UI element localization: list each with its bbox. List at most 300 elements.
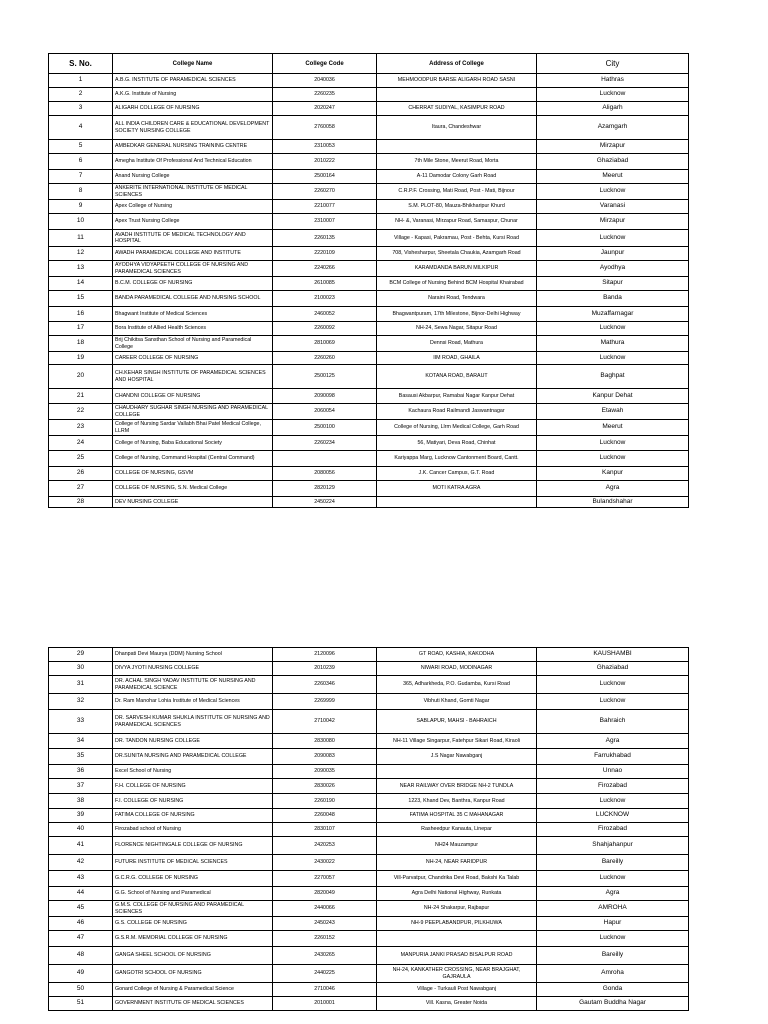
row-number: 9 bbox=[49, 200, 113, 214]
college-code: 2010222 bbox=[273, 154, 377, 170]
row-number: 24 bbox=[49, 436, 113, 451]
college-address: NH-9 PEEPLABANDPUR, PILKHUWA bbox=[377, 917, 537, 931]
college-address: NH-24, KANKATHER CROSSING, NEAR BRAJGHAT, GAJRAULA bbox=[377, 965, 537, 983]
college-address: FATIMA HOSPITAL 35 C MAHANAGAR bbox=[377, 809, 537, 823]
table-row bbox=[49, 947, 689, 965]
row-number: 18 bbox=[49, 336, 113, 352]
college-city: AMROHA bbox=[537, 901, 689, 917]
college-address: Vill. Kasna, Greater Noida bbox=[377, 997, 537, 1011]
college-code: 2100023 bbox=[273, 291, 377, 307]
college-address: Kariyappa Marg, Lucknow Cantonment Board, Cantt. bbox=[377, 451, 537, 467]
header-address: Address of College bbox=[377, 54, 537, 74]
college-name: A.K.G. Institute of Nursing bbox=[113, 88, 273, 102]
college-city: Hapur bbox=[537, 917, 689, 931]
table-row bbox=[49, 352, 689, 365]
row-number: 12 bbox=[49, 247, 113, 261]
college-city: Jaunpur bbox=[537, 247, 689, 261]
college-code: 2760058 bbox=[273, 116, 377, 140]
college-code: 2500164 bbox=[273, 170, 377, 184]
college-name: A.B.G. INSTITUTE OF PARAMEDICAL SCIENCES bbox=[113, 74, 273, 88]
college-code: 2270057 bbox=[273, 871, 377, 887]
college-name: F.I. COLLEGE OF NURSING bbox=[113, 794, 273, 809]
college-address: C.R.P.F. Crossing, Mati Road, Post - Mati, Bijnour bbox=[377, 184, 537, 200]
college-city: Ayodhya bbox=[537, 261, 689, 277]
college-address: Itaura, Chandeshwar bbox=[377, 116, 537, 140]
college-code: 2430022 bbox=[273, 855, 377, 871]
row-number: 11 bbox=[49, 230, 113, 247]
table-row bbox=[49, 779, 689, 794]
college-name: Bora Institute of Allied Health Sciences bbox=[113, 322, 273, 336]
header-sno: S. No. bbox=[49, 54, 113, 74]
row-number: 28 bbox=[49, 497, 113, 508]
college-city: LUCKNOW bbox=[537, 809, 689, 823]
college-code: 2260234 bbox=[273, 436, 377, 451]
table-row bbox=[49, 901, 689, 917]
college-code: 2260346 bbox=[273, 676, 377, 694]
table-row bbox=[49, 420, 689, 436]
college-address bbox=[377, 765, 537, 779]
college-code: 2090083 bbox=[273, 749, 377, 765]
college-code: 2710046 bbox=[273, 983, 377, 997]
table-row bbox=[49, 467, 689, 481]
college-address: NH24 Mauzampur bbox=[377, 837, 537, 855]
college-address: S.M. PLOT-80, Mauza-Bhikharipur Khurd bbox=[377, 200, 537, 214]
college-code: 2450224 bbox=[273, 497, 377, 508]
college-city: Lucknow bbox=[537, 184, 689, 200]
table-row bbox=[49, 88, 689, 102]
college-city: Mirzapur bbox=[537, 140, 689, 154]
college-code: 2010239 bbox=[273, 662, 377, 676]
row-number: 26 bbox=[49, 467, 113, 481]
table-row bbox=[49, 336, 689, 352]
college-city: KAUSHAMBI bbox=[537, 648, 689, 662]
college-code: 2040036 bbox=[273, 74, 377, 88]
college-city: Farrukhabad bbox=[537, 749, 689, 765]
college-address: KOTANA ROAD, BARAUT bbox=[377, 365, 537, 389]
row-number: 15 bbox=[49, 291, 113, 307]
row-number: 48 bbox=[49, 947, 113, 965]
college-table-2 bbox=[48, 647, 689, 1011]
college-address: KARAMDANDA BARUN MILKIPUR bbox=[377, 261, 537, 277]
college-address: 1223, Khand Dev, Banthra, Kanpur Road bbox=[377, 794, 537, 809]
table-row bbox=[49, 436, 689, 451]
table-row bbox=[49, 116, 689, 140]
college-name: G.G. School of Nursing and Paramedical bbox=[113, 887, 273, 901]
table-row bbox=[49, 662, 689, 676]
college-city: Meerut bbox=[537, 170, 689, 184]
college-address: Vill-Parvatpur, Chandrika Devi Road, Bakshi Ka Talab bbox=[377, 871, 537, 887]
college-address: 7th Mile Stone, Meerut Road, Morta bbox=[377, 154, 537, 170]
college-name: Apex College of Nursing bbox=[113, 200, 273, 214]
row-number: 6 bbox=[49, 154, 113, 170]
row-number: 8 bbox=[49, 184, 113, 200]
row-number: 22 bbox=[49, 404, 113, 420]
college-code: 2220109 bbox=[273, 247, 377, 261]
college-address: CHERRAT SUDIYAL, KASIMPUR ROAD bbox=[377, 102, 537, 116]
college-name: COLLEGE OF NURSING, GSVM bbox=[113, 467, 273, 481]
college-address: A-11 Damodar Colony Garh Road bbox=[377, 170, 537, 184]
college-address: Vibhuti Khand, Gomti Nagar bbox=[377, 694, 537, 710]
table-row bbox=[49, 749, 689, 765]
college-address: Village - Turkauli Post Nawabganj bbox=[377, 983, 537, 997]
row-number: 4 bbox=[49, 116, 113, 140]
table-row bbox=[49, 887, 689, 901]
college-name: Gonard College of Nursing & Paramedical Science bbox=[113, 983, 273, 997]
row-number: 19 bbox=[49, 352, 113, 365]
college-name: Bhagwant Institute of Medical Sciences bbox=[113, 307, 273, 322]
college-name: AWADH PARAMEDICAL COLLEGE AND INSTITUTE bbox=[113, 247, 273, 261]
table-row bbox=[49, 809, 689, 823]
table-row bbox=[49, 102, 689, 116]
college-name: DEV NURSING COLLEGE bbox=[113, 497, 273, 508]
college-address: Basausi Akbarpur, Ramabai Nagar Kanpur Dehat bbox=[377, 389, 537, 404]
header-row bbox=[49, 54, 689, 74]
college-address: 708, Vishesharpur, Sheetala Chaukia, Azamgarh Road bbox=[377, 247, 537, 261]
college-city: Lucknow bbox=[537, 931, 689, 947]
college-city: Varanasi bbox=[537, 200, 689, 214]
college-address: J.K. Cancer Campus, G.T. Road bbox=[377, 467, 537, 481]
college-name: CH.KEHAR SINGH INSTITUTE OF PARAMEDICAL SCIENCES AND HOSPITAL bbox=[113, 365, 273, 389]
college-name: Brij Chikitsa Sansthan School of Nursing and Paramedical College bbox=[113, 336, 273, 352]
college-name: BANDA PARAMEDICAL COLLEGE AND NURSING SCHOOL bbox=[113, 291, 273, 307]
header-college-code: College Code bbox=[273, 54, 377, 74]
college-code: 2820049 bbox=[273, 887, 377, 901]
row-number: 47 bbox=[49, 931, 113, 947]
college-city: Lucknow bbox=[537, 230, 689, 247]
college-code: 2210077 bbox=[273, 200, 377, 214]
college-code: 2830107 bbox=[273, 823, 377, 837]
college-name: Apex Trust Nursing College bbox=[113, 214, 273, 230]
row-number: 14 bbox=[49, 277, 113, 291]
table-row bbox=[49, 694, 689, 710]
college-city: Hathras bbox=[537, 74, 689, 88]
row-number: 17 bbox=[49, 322, 113, 336]
college-city: Lucknow bbox=[537, 451, 689, 467]
row-number: 23 bbox=[49, 420, 113, 436]
college-code: 2710042 bbox=[273, 710, 377, 734]
row-number: 3 bbox=[49, 102, 113, 116]
college-code: 2610085 bbox=[273, 277, 377, 291]
row-number: 46 bbox=[49, 917, 113, 931]
college-code: 2260135 bbox=[273, 230, 377, 247]
college-address: NH-11 Village Singarpur, Fatehpur Sikari Road, Kiraoli bbox=[377, 734, 537, 749]
college-code: 2260190 bbox=[273, 794, 377, 809]
college-name: ALL INDIA CHILDREN CARE & EDUCATIONAL DEVELOPMENT SOCIETY NURSING COLLEGE bbox=[113, 116, 273, 140]
college-address bbox=[377, 140, 537, 154]
college-address: 56, Matiyari, Deva Road, Chinhat bbox=[377, 436, 537, 451]
college-address: NH- &, Varanasi, Mirzapur Road, Samaspur, Chunar bbox=[377, 214, 537, 230]
table-row bbox=[49, 214, 689, 230]
college-name: Firozabad school of Nursing bbox=[113, 823, 273, 837]
row-number: 16 bbox=[49, 307, 113, 322]
college-name: CAREER COLLEGE OF NURSING bbox=[113, 352, 273, 365]
table-row bbox=[49, 365, 689, 389]
header-city: City bbox=[537, 54, 689, 74]
college-name: ALIGARH COLLEGE OF NURSING bbox=[113, 102, 273, 116]
college-code: 2810069 bbox=[273, 336, 377, 352]
table-row bbox=[49, 451, 689, 467]
college-name: AMBEDKAR GENERAL NURSING TRAINING CENTRE bbox=[113, 140, 273, 154]
table-row bbox=[49, 247, 689, 261]
row-number: 7 bbox=[49, 170, 113, 184]
row-number: 43 bbox=[49, 871, 113, 887]
college-name: FLORENCE NIGHTINGALE COLLEGE OF NURSING bbox=[113, 837, 273, 855]
table-row bbox=[49, 871, 689, 887]
table-row bbox=[49, 481, 689, 497]
row-number: 36 bbox=[49, 765, 113, 779]
row-number: 44 bbox=[49, 887, 113, 901]
college-name: AYODHYA VIDYAPEETH COLLEGE OF NURSING AND PARAMEDICAL SCIENCES bbox=[113, 261, 273, 277]
college-address: NEAR RAILWAY OVER BRIDGE NH-2 TUNDLA bbox=[377, 779, 537, 794]
college-address bbox=[377, 931, 537, 947]
college-name: Anand Nursing College bbox=[113, 170, 273, 184]
table-row bbox=[49, 997, 689, 1011]
college-name: Dhanpati Devi Maurya (DDM) Nursing School bbox=[113, 648, 273, 662]
row-number: 30 bbox=[49, 662, 113, 676]
table-row bbox=[49, 917, 689, 931]
row-number: 34 bbox=[49, 734, 113, 749]
college-city: Lucknow bbox=[537, 322, 689, 336]
college-code: 2440225 bbox=[273, 965, 377, 983]
college-city: Lucknow bbox=[537, 694, 689, 710]
college-address: Agra Delhi National Highway, Runkata bbox=[377, 887, 537, 901]
college-city: Muzaffarnagar bbox=[537, 307, 689, 322]
table-row bbox=[49, 837, 689, 855]
college-city: Agra bbox=[537, 481, 689, 497]
college-name: CHANDNI COLLEGE OF NURSING bbox=[113, 389, 273, 404]
college-code: 2450243 bbox=[273, 917, 377, 931]
table-row bbox=[49, 497, 689, 508]
table-body bbox=[49, 74, 689, 508]
row-number: 39 bbox=[49, 809, 113, 823]
table-row bbox=[49, 965, 689, 983]
college-city: Lucknow bbox=[537, 794, 689, 809]
college-code: 2830026 bbox=[273, 779, 377, 794]
row-number: 33 bbox=[49, 710, 113, 734]
college-name: G.C.R.G. COLLEGE OF NURSING bbox=[113, 871, 273, 887]
college-code: 2830080 bbox=[273, 734, 377, 749]
college-code: 2260092 bbox=[273, 322, 377, 336]
row-number: 50 bbox=[49, 983, 113, 997]
header-college-name: College Name bbox=[113, 54, 273, 74]
college-name: G.S. COLLEGE OF NURSING bbox=[113, 917, 273, 931]
college-city: Gautam Buddha Nagar bbox=[537, 997, 689, 1011]
college-code: 2310007 bbox=[273, 214, 377, 230]
college-address bbox=[377, 497, 537, 508]
college-address: MOTI KATRA AGRA bbox=[377, 481, 537, 497]
row-number: 1 bbox=[49, 74, 113, 88]
college-name: Amegha Institute Of Professional And Technical Education bbox=[113, 154, 273, 170]
row-number: 25 bbox=[49, 451, 113, 467]
college-address: GT ROAD, KASHIA, KAKODHA bbox=[377, 648, 537, 662]
college-address: MEHMOODPUR BARSE ALIGARH ROAD SASNI bbox=[377, 74, 537, 88]
college-address: NH-24, Sewa Nagar, Sitapur Road bbox=[377, 322, 537, 336]
college-city: Bulandshahar bbox=[537, 497, 689, 508]
college-name: B.C.M. COLLEGE OF NURSING bbox=[113, 277, 273, 291]
college-name: COLLEGE OF NURSING, S.N. Medical College bbox=[113, 481, 273, 497]
row-number: 20 bbox=[49, 365, 113, 389]
table-row bbox=[49, 389, 689, 404]
college-city: Azamgarh bbox=[537, 116, 689, 140]
college-code: 2820129 bbox=[273, 481, 377, 497]
college-name: DR. ACHAL SINGH YADAV INSTITUTE OF NURSING AND PARAMEDICAL SCIENCE bbox=[113, 676, 273, 694]
college-code bbox=[273, 451, 377, 467]
table-row bbox=[49, 170, 689, 184]
table-row bbox=[49, 648, 689, 662]
college-code: 2010001 bbox=[273, 997, 377, 1011]
row-number: 49 bbox=[49, 965, 113, 983]
table-row bbox=[49, 734, 689, 749]
college-city: Agra bbox=[537, 887, 689, 901]
college-city: Ghaziabad bbox=[537, 662, 689, 676]
college-city: Aligarh bbox=[537, 102, 689, 116]
college-address: NH-24, NEAR FARIDPUR bbox=[377, 855, 537, 871]
college-address: SABLAPUR, MAHSI - BAHRAICH bbox=[377, 710, 537, 734]
table-row bbox=[49, 765, 689, 779]
college-city: Ghaziabad bbox=[537, 154, 689, 170]
row-number: 13 bbox=[49, 261, 113, 277]
row-number: 10 bbox=[49, 214, 113, 230]
table-row bbox=[49, 277, 689, 291]
table-row bbox=[49, 404, 689, 420]
college-address: Kachaura Road Railmandi Jaswantnagar bbox=[377, 404, 537, 420]
college-code: 2240266 bbox=[273, 261, 377, 277]
college-city: Baghpat bbox=[537, 365, 689, 389]
college-city: Lucknow bbox=[537, 676, 689, 694]
college-city: Mirzapur bbox=[537, 214, 689, 230]
table-row bbox=[49, 307, 689, 322]
college-name: GANGA SHEEL SCHOOL OF NURSING bbox=[113, 947, 273, 965]
college-city: Mathura bbox=[537, 336, 689, 352]
college-city: Meerut bbox=[537, 420, 689, 436]
college-code: 2090098 bbox=[273, 389, 377, 404]
table-body bbox=[49, 648, 689, 1011]
college-name: College of Nursing, Baba Educational Society bbox=[113, 436, 273, 451]
college-name: DR. TANDON NURSING COLLEGE bbox=[113, 734, 273, 749]
college-code: 2500100 bbox=[273, 420, 377, 436]
table-row bbox=[49, 983, 689, 997]
college-name: Dr. Ram Manohar Lohia Institute of Medical Sciences bbox=[113, 694, 273, 710]
college-name: G.S.R.M. MEMORIAL COLLEGE OF NURSING bbox=[113, 931, 273, 947]
college-code: 2080056 bbox=[273, 467, 377, 481]
college-address: NIWARI ROAD, MODINAGAR bbox=[377, 662, 537, 676]
college-address: Bhagwantpuram, 17th Milestone, Bijnor-Delhi Highway bbox=[377, 307, 537, 322]
college-address: MANPURIA JANKI PRASAD BISALPUR ROAD bbox=[377, 947, 537, 965]
row-number: 21 bbox=[49, 389, 113, 404]
table-row bbox=[49, 855, 689, 871]
row-number: 40 bbox=[49, 823, 113, 837]
college-code: 2260270 bbox=[273, 184, 377, 200]
table-row bbox=[49, 322, 689, 336]
row-number: 5 bbox=[49, 140, 113, 154]
college-city: Agra bbox=[537, 734, 689, 749]
row-number: 29 bbox=[49, 648, 113, 662]
college-name: GANGOTRI SCHOOL OF NURSING bbox=[113, 965, 273, 983]
college-city: Lucknow bbox=[537, 352, 689, 365]
college-code: 2260152 bbox=[273, 931, 377, 947]
row-number: 37 bbox=[49, 779, 113, 794]
college-name: Excel School of Nursing bbox=[113, 765, 273, 779]
college-code: 2440066 bbox=[273, 901, 377, 917]
college-city: Firozabad bbox=[537, 823, 689, 837]
college-code: 2260260 bbox=[273, 352, 377, 365]
college-city: Lucknow bbox=[537, 871, 689, 887]
college-name: FATIMA COLLEGE OF NURSING bbox=[113, 809, 273, 823]
college-address: Rasheedpur Kanauta, Linepar bbox=[377, 823, 537, 837]
college-name: F.H. COLLEGE OF NURSING bbox=[113, 779, 273, 794]
row-number: 38 bbox=[49, 794, 113, 809]
table-row bbox=[49, 823, 689, 837]
row-number: 41 bbox=[49, 837, 113, 855]
college-address bbox=[377, 88, 537, 102]
college-city: Bareilly bbox=[537, 947, 689, 965]
college-city: Banda bbox=[537, 291, 689, 307]
college-name: GOVERNMENT INSTITUTE OF MEDICAL SCIENCES bbox=[113, 997, 273, 1011]
college-city: Lucknow bbox=[537, 88, 689, 102]
college-address: BCM College of Nursing Behind BCM Hospital Khairabad bbox=[377, 277, 537, 291]
college-address: 365, Adharkheda, P.O. Gudamba, Kursi Road bbox=[377, 676, 537, 694]
college-name: CHAUDHARY SUGHAR SINGH NURSING AND PARAMEDICAL COLLEGE bbox=[113, 404, 273, 420]
college-city: Bahraich bbox=[537, 710, 689, 734]
row-number: 51 bbox=[49, 997, 113, 1011]
college-code: 2020247 bbox=[273, 102, 377, 116]
college-code: 2060054 bbox=[273, 404, 377, 420]
college-city: Gonda bbox=[537, 983, 689, 997]
table-row bbox=[49, 74, 689, 88]
college-city: Amroha bbox=[537, 965, 689, 983]
college-city: Kanpur bbox=[537, 467, 689, 481]
row-number: 27 bbox=[49, 481, 113, 497]
row-number: 32 bbox=[49, 694, 113, 710]
row-number: 2 bbox=[49, 88, 113, 102]
college-table-1 bbox=[48, 53, 689, 508]
college-name: G.M.S. COLLEGE OF NURSING AND PARAMEDICAL SCIENCES bbox=[113, 901, 273, 917]
college-code: 2260235 bbox=[273, 88, 377, 102]
table-row bbox=[49, 154, 689, 170]
college-name: College of Nursing, Command Hospital (Central Command) bbox=[113, 451, 273, 467]
college-city: Firozabad bbox=[537, 779, 689, 794]
row-number: 35 bbox=[49, 749, 113, 765]
table-row bbox=[49, 676, 689, 694]
college-code: 2120096 bbox=[273, 648, 377, 662]
college-code: 2090035 bbox=[273, 765, 377, 779]
college-code: 2420253 bbox=[273, 837, 377, 855]
college-address: College of Nursing, Llrm Medical College, Garh Road bbox=[377, 420, 537, 436]
college-city: Etawah bbox=[537, 404, 689, 420]
college-name: ANKERITE INTERNATIONAL INSTITUTE OF MEDICAL SCIENCES bbox=[113, 184, 273, 200]
college-address: Dennsi Road, Mathura bbox=[377, 336, 537, 352]
college-name: College of Nursing Sardar Vallabh Bhai Patel Medical College, LLRM bbox=[113, 420, 273, 436]
college-address: Naraini Road, Tendwara bbox=[377, 291, 537, 307]
college-address: NH-24 Shakarpur, Rajbapur bbox=[377, 901, 537, 917]
college-name: DR.SUNITA NURSING AND PARAMEDICAL COLLEGE bbox=[113, 749, 273, 765]
table-row bbox=[49, 230, 689, 247]
row-number: 42 bbox=[49, 855, 113, 871]
college-city: Unnao bbox=[537, 765, 689, 779]
table-row bbox=[49, 931, 689, 947]
college-city: Kanpur Dehat bbox=[537, 389, 689, 404]
college-name: DR. SARVESH KUMAR SHUKLA INSTITUTE OF NURSING AND PARAMEDICAL SCIENCES bbox=[113, 710, 273, 734]
college-code: 2430265 bbox=[273, 947, 377, 965]
table-row bbox=[49, 794, 689, 809]
table-row bbox=[49, 291, 689, 307]
college-address: IIM ROAD, GHAILA bbox=[377, 352, 537, 365]
college-code: 2310053 bbox=[273, 140, 377, 154]
college-name: DIVYA JYOTI NURSING COLLEGE bbox=[113, 662, 273, 676]
table-row bbox=[49, 261, 689, 277]
row-number: 45 bbox=[49, 901, 113, 917]
college-code: 2460052 bbox=[273, 307, 377, 322]
